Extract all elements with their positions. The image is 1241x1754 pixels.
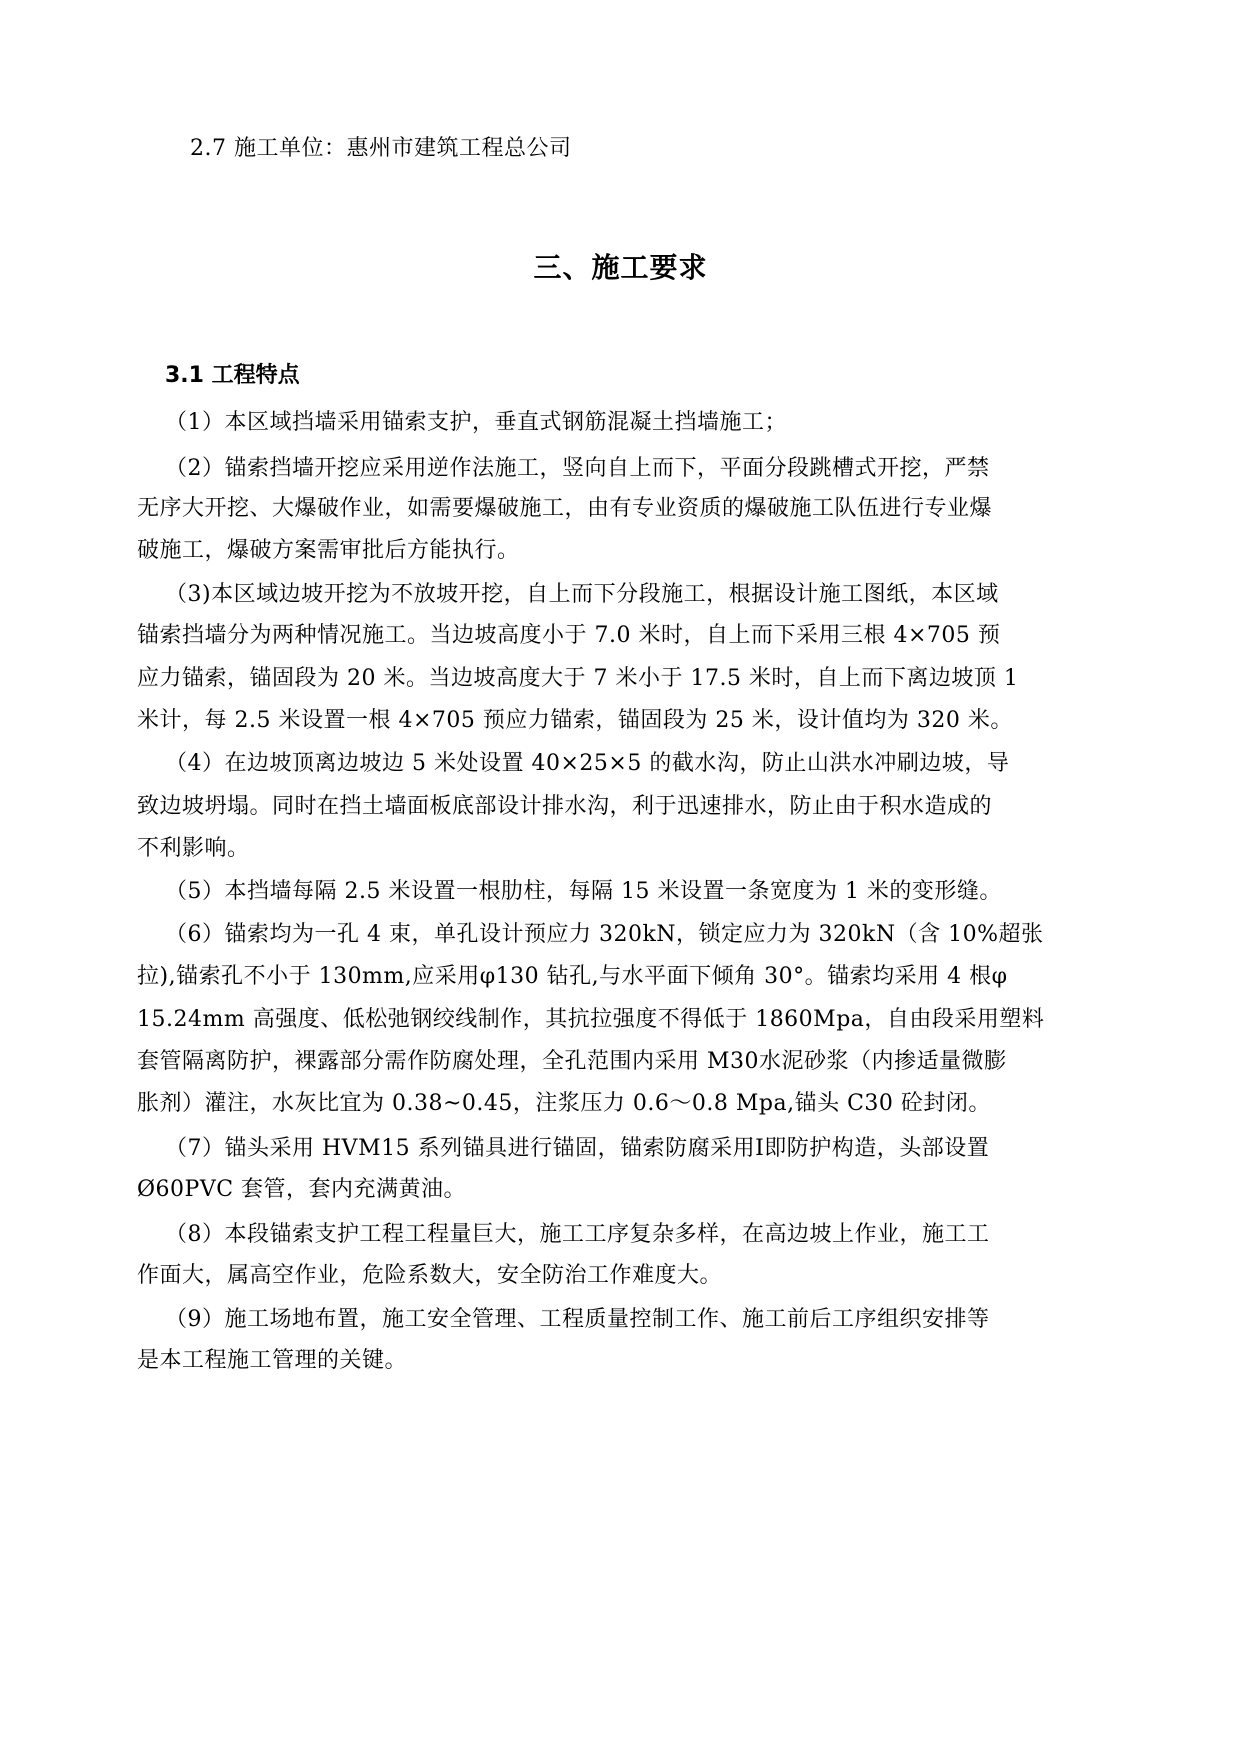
text-line-7: 应力锚索，锚固段为 20 米。当边坡高度大于 7 米小于 17.5 米时，自上而下离边坡顶 1 bbox=[137, 666, 1019, 691]
text-line-1: （1）本区域挡墙采用锚索支护，垂直式钢筋混凝土挡墙施工； bbox=[165, 410, 787, 435]
text-line-6: 锚索挡墙分为两种情况施工。当边坡高度小于 7.0 米时，自上而下采用三根 4×705 预 bbox=[137, 623, 1001, 648]
text-line-18: （7）锚头采用 HVM15 系列锚具进行锚固，锚索防腐采用Ⅰ即防护构造，头部设置 bbox=[165, 1136, 990, 1161]
section-title: 三、施工要求 bbox=[533, 251, 708, 284]
text-line-8: 米计，每 2.5 米设置一根 4×705 预应力锚索，锚固段为 25 米，设计值均为 320 米。 bbox=[137, 708, 1013, 733]
text-line-20: （8）本段锚索支护工程工程量巨大，施工工序复杂多样，在高边坡上作业，施工工 bbox=[165, 1222, 990, 1247]
text-line-23: 是本工程施工管理的关键。 bbox=[137, 1348, 408, 1373]
text-line-21: 作面大，属高空作业，危险系数大，安全防治工作难度大。 bbox=[137, 1263, 723, 1288]
text-line-11: 不利影响。 bbox=[137, 836, 250, 861]
text-line-13: （6）锚索均为一孔 4 束，单孔设计预应力 320kN，锁定应力为 320kN（含 10%超张 bbox=[165, 922, 1044, 947]
text-line-4: 破施工，爆破方案需审批后方能执行。 bbox=[137, 538, 520, 563]
text-line-5: （3)本区域边坡开挖为不放坡开挖，自上而下分段施工，根据设计施工图纸，本区域 bbox=[165, 582, 999, 607]
text-line-9: （4）在边坡顶离边坡边 5 米处设置 40×25×5 的截水沟，防止山洪水冲刷边坡，导 bbox=[165, 751, 1010, 776]
text-line-17: 胀剂）灌注，水灰比宜为 0.38~0.45，注浆压力 0.6～0.8 Mpa,锚头 C30 砼封闭。 bbox=[137, 1091, 991, 1116]
text-line-2: （2）锚索挡墙开挖应采用逆作法施工，竖向自上而下，平面分段跳槽式开挖，严禁 bbox=[165, 456, 990, 481]
text-line-22: （9）施工场地布置，施工安全管理、工程质量控制工作、施工前后工序组织安排等 bbox=[165, 1307, 990, 1332]
text-line-16: 套管隔离防护，裸露部分需作防腐处理，全孔范围内采用 M30水泥砂浆（内掺适量微膨 bbox=[137, 1049, 1007, 1074]
text-line-10: 致边坡坍塌。同时在挡土墙面板底部设计排水沟，利于迅速排水，防止由于积水造成的 bbox=[137, 794, 993, 819]
subsection-title: 3.1 工程特点 bbox=[165, 363, 300, 388]
text-line-14: 拉),锚索孔不小于 130mm,应采用φ130 钻孔,与水平面下倾角 30°。锚索均采用 4 根φ bbox=[137, 964, 1008, 989]
text-line-19: Ø60PVC 套管，套内充满黄油。 bbox=[137, 1177, 467, 1202]
text-line-3: 无序大开挖、大爆破作业，如需要爆破施工，由有专业资质的爆破施工队伍进行专业爆 bbox=[137, 496, 993, 521]
text-line-12: （5）本挡墙每隔 2.5 米设置一根肋柱，每隔 15 米设置一条宽度为 1 米的变形缝。 bbox=[165, 879, 1002, 904]
construction-unit-line: 2.7 施工单位：惠州市建筑工程总公司 bbox=[190, 136, 572, 161]
text-line-15: 15.24mm 高强度、低松弛钢绞线制作，其抗拉强度不得低于 1860Mpa，自由段采用塑料 bbox=[137, 1007, 1045, 1032]
